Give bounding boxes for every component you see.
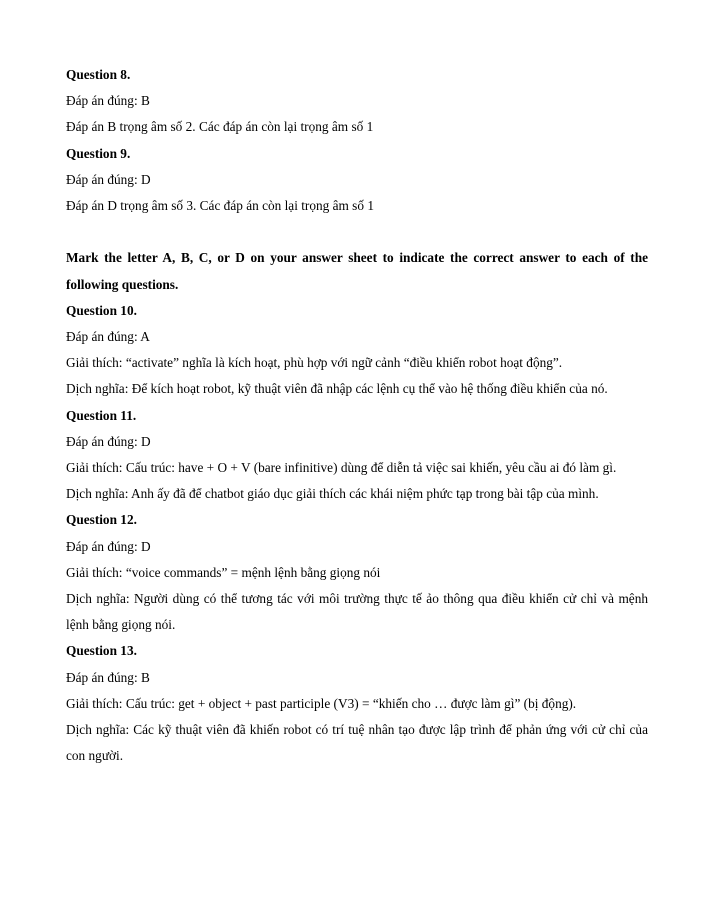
question-9 [66,141,648,220]
explanation: Giải thích: Cấu trúc: have + O + V (bare infinitive) dùng để diễn tả việc sai khiến, yêu cầu ai đó làm gì. [66,460,617,476]
question-11 [66,403,648,508]
explanation: Giải thích: “activate” nghĩa là kích hoạt, phù hợp với ngữ cảnh “điều khiển robot hoạt động”. [66,355,563,371]
correct-answer: Đáp án đúng: D [66,171,151,187]
correct-answer: Đáp án đúng: B [66,669,150,685]
question-10 [66,298,648,403]
question-heading: Question 12. [66,512,137,528]
explanation: Giải thích: Cấu trúc: get + object + past participle (V3) = “khiến cho … được làm gì” (bị động). [66,695,577,711]
document-page [66,62,648,769]
translation: Dịch nghĩa: Để kích hoạt robot, kỹ thuật viên đã nhập các lệnh cụ thể vào hệ thống điều khiển của nó. [66,381,608,397]
translation: Dịch nghĩa: Anh ấy đã để chatbot giáo dục giải thích các khái niệm phức tạp trong bài tập của mình. [66,486,599,502]
translation: Dịch nghĩa: Các kỹ thuật viên đã khiến robot có trí tuệ nhân tạo được lập trình để phản ứng với cử chỉ của con người. [66,722,648,764]
question-heading: Question 10. [66,302,137,318]
correct-answer: Đáp án đúng: D [66,538,151,554]
question-13 [66,638,648,769]
question-8 [66,62,648,141]
question-heading: Question 9. [66,145,131,161]
correct-answer: Đáp án đúng: D [66,433,151,449]
translation: Dịch nghĩa: Người dùng có thể tương tác với môi trường thực tế ảo thông qua điều khiển cử chỉ và mệnh lệnh bằng giọng nói. [66,591,648,633]
correct-answer: Đáp án đúng: A [66,329,150,345]
correct-answer: Đáp án đúng: B [66,93,150,109]
section-instruction: Mark the letter A, B, C, or D on your answer sheet to indicate the correct answer to each of the following questions. [66,250,648,292]
question-heading: Question 8. [66,67,131,82]
explanation: Đáp án D trọng âm số 3. Các đáp án còn lại trọng âm số 1 [66,198,374,214]
explanation: Đáp án B trọng âm số 2. Các đáp án còn lại trọng âm số 1 [66,119,374,135]
question-heading: Question 11. [66,407,137,423]
blank-line [66,219,648,245]
question-heading: Question 13. [66,643,137,659]
question-12 [66,507,648,638]
explanation: Giải thích: “voice commands” = mệnh lệnh bằng giọng nói [66,564,381,580]
